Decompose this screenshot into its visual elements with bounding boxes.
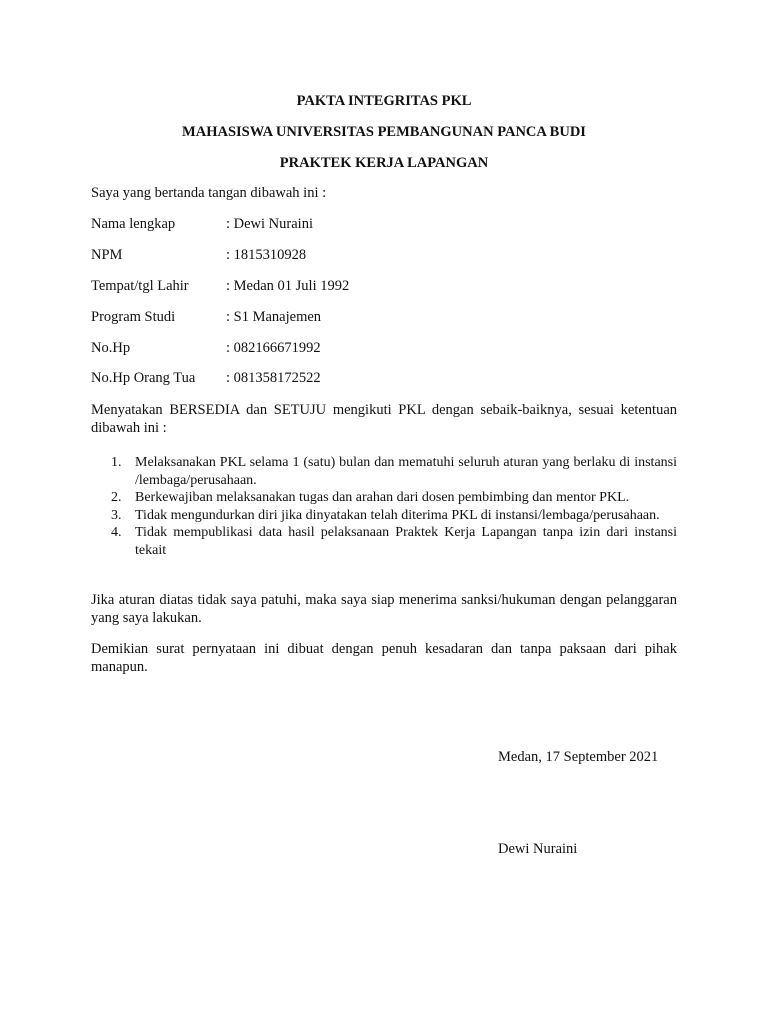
place-date: Medan, 17 September 2021 — [498, 749, 659, 765]
field-label: No.Hp — [91, 340, 131, 356]
statement-paragraph: Menyatakan BERSEDIA dan SETUJU mengikuti PKL dengan sebaik-baiknya, sesuai ketentuan dibawah ini : — [91, 402, 677, 436]
field-value: : Dewi Nuraini — [226, 216, 313, 232]
field-value: : 081358172522 — [226, 370, 321, 386]
field-value: : S1 Manajemen — [226, 309, 322, 325]
list-item — [91, 454, 677, 489]
program-title: PRAKTEK KERJA LAPANGAN — [279, 155, 489, 171]
list-number: 1. — [111, 455, 122, 470]
list-number: 2. — [111, 490, 122, 505]
field-value: : 1815310928 — [226, 247, 307, 263]
field-label: NPM — [91, 247, 123, 263]
field-value: : 082166671992 — [226, 340, 321, 356]
list-text: Tidak mengundurkan diri jika dinyatakan telah diterima PKL di instansi/lembaga/perusahaan. — [135, 507, 660, 523]
intro-text: Saya yang bertanda tangan dibawah ini : — [91, 185, 327, 201]
closing-paragraph: Demikian surat pernyataan ini dibuat dengan penuh kesadaran dan tanpa paksaan dari pihak manapun. — [91, 641, 677, 675]
list-number: 4. — [111, 525, 122, 540]
field-label: Nama lengkap — [91, 216, 176, 232]
list-item — [91, 524, 677, 559]
university-title: MAHASISWA UNIVERSITAS PEMBANGUNAN PANCA BUDI — [182, 124, 586, 140]
list-text: Berkewajiban melaksanakan tugas dan arahan dari dosen pembimbing dan mentor PKL. — [135, 490, 630, 505]
list-text: Melaksanakan PKL selama 1 (satu) bulan dan mematuhi seluruh aturan yang berlaku di instansi /lembaga/perusahaan. — [135, 455, 677, 488]
list-item — [91, 489, 677, 507]
field-label: Program Studi — [91, 309, 176, 325]
signatory-name: Dewi Nuraini — [498, 841, 578, 857]
list-item — [91, 507, 677, 525]
sanction-paragraph: Jika aturan diatas tidak saya patuhi, maka saya siap menerima sanksi/hukuman dengan pelanggaran yang saya lakukan. — [91, 592, 677, 626]
field-label: Tempat/tgl Lahir — [91, 278, 189, 294]
field-value: : Medan 01 Juli 1992 — [226, 278, 350, 294]
list-number: 3. — [111, 507, 122, 523]
list-text: Tidak mempublikasi data hasil pelaksanaan Praktek Kerja Lapangan tanpa izin dari instansi tekait — [135, 525, 677, 558]
rules-list — [91, 454, 677, 559]
field-label: No.Hp Orang Tua — [91, 370, 196, 386]
document-title: PAKTA INTEGRITAS PKL — [296, 93, 472, 109]
